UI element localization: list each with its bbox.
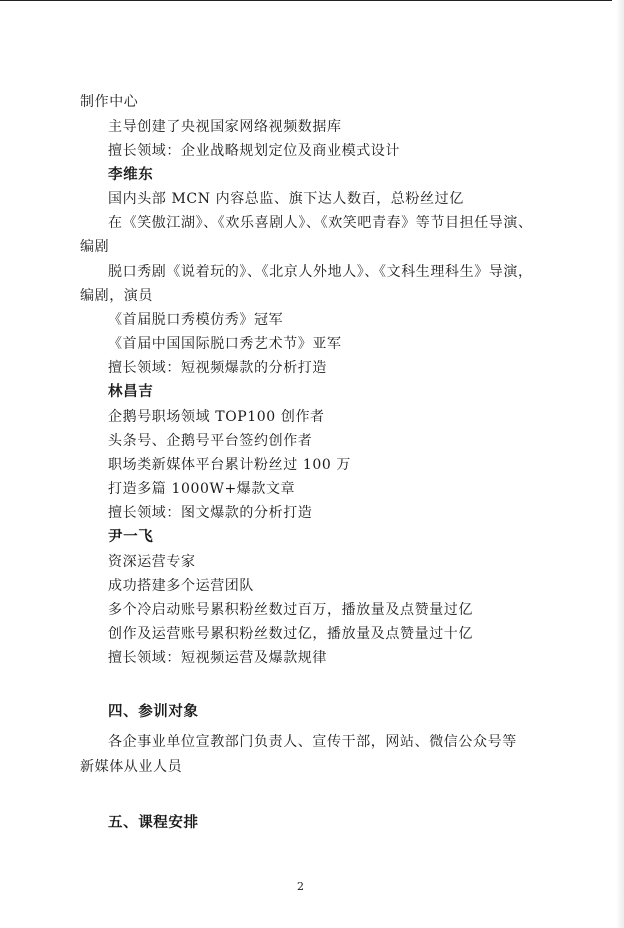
text-line: 《首届中国国际脱口秀艺术节》亚军 <box>108 336 342 352</box>
text-line: 各企事业单位宣教部门负责人、宣传干部，网站、微信公众号等 <box>108 734 517 750</box>
text-line: 职场类新媒体平台累计粉丝过 100 万 <box>108 457 352 473</box>
text-line: 《首届脱口秀模仿秀》冠军 <box>108 312 284 328</box>
text-line: 擅长领域：企业战略规划定位及商业模式设计 <box>108 143 400 159</box>
text-line: 创作及运营账号累积粉丝数过亿，播放量及点赞量过十亿 <box>108 626 473 642</box>
text-line: 多个冷启动账号累积粉丝数过百万，播放量及点赞量过亿 <box>108 602 473 618</box>
text-line: 擅长领域：短视频运营及爆款规律 <box>108 650 327 666</box>
section-heading: 四、参训对象 <box>108 704 199 720</box>
text-line: 新媒体从业人员 <box>80 759 183 775</box>
text-line: 在《笑傲江湖》、《欢乐喜剧人》、《欢笑吧青春》等节目担任导演、 <box>108 215 533 231</box>
text-line: 主导创建了央视国家网络视频数据库 <box>108 119 342 135</box>
person-name: 林昌吉 <box>108 384 154 400</box>
text-line: 编剧 <box>80 239 110 255</box>
text-line: 编剧，演员 <box>80 288 153 304</box>
section-heading: 五、课程安排 <box>108 815 199 831</box>
text-line: 制作中心 <box>80 94 139 110</box>
text-line: 头条号、企鹅号平台签约创作者 <box>108 433 313 449</box>
text-line: 脱口秀剧《说着玩的》、《北京人外地人》、《文科生理科生》导演， <box>108 264 533 280</box>
text-line: 资深运营专家 <box>108 554 196 570</box>
text-line: 成功搭建多个运营团队 <box>108 578 254 594</box>
text-line: 企鹅号职场领域 TOP100 创作者 <box>108 409 325 425</box>
person-name: 尹一飞 <box>108 529 154 545</box>
page-top-border <box>0 0 612 4</box>
text-line: 国内头部 MCN 内容总监、旗下达人数百，总粉丝过亿 <box>108 191 464 207</box>
text-line: 擅长领域：短视频爆款的分析打造 <box>108 360 327 376</box>
page-edge-shadow <box>616 0 624 928</box>
page-number: 2 <box>297 880 304 893</box>
person-name: 李维东 <box>108 167 154 183</box>
text-line: 打造多篇 1000W+爆款文章 <box>108 481 296 497</box>
text-line: 擅长领域：图文爆款的分析打造 <box>108 505 313 521</box>
